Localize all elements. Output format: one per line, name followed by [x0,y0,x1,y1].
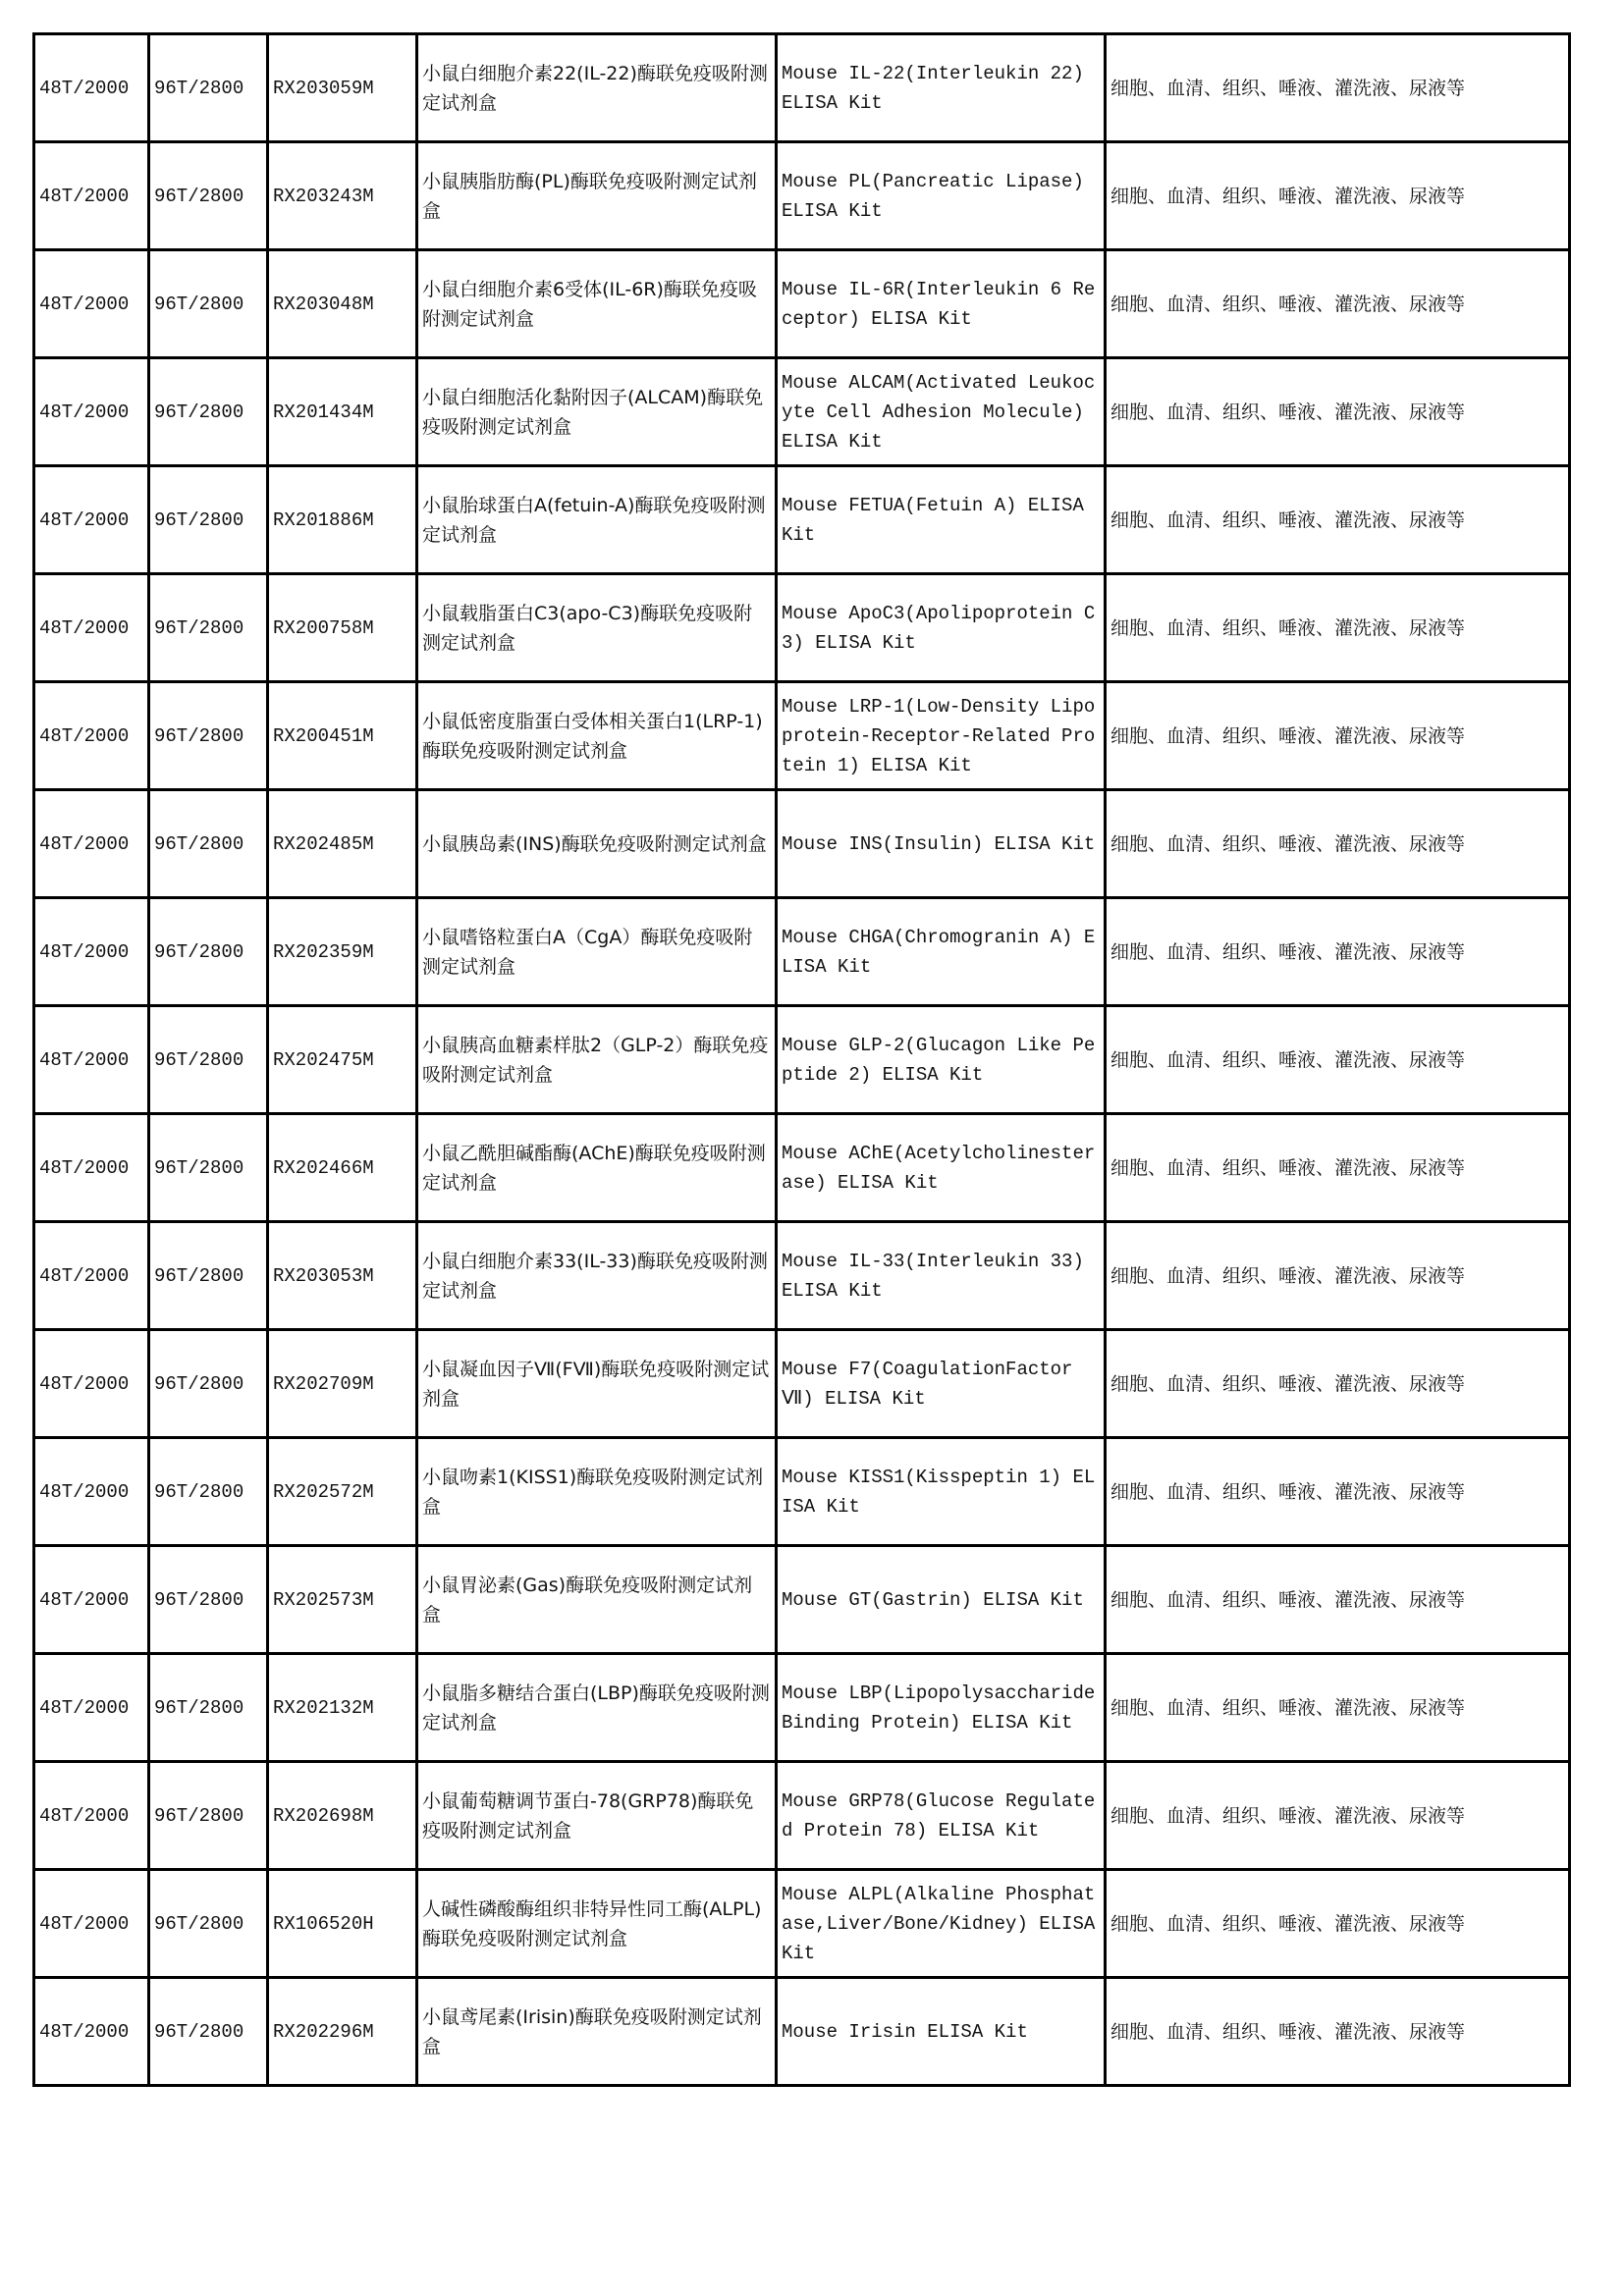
product-name-cn-cell: 小鼠白细胞活化黏附因子(ALCAM)酶联免疫吸附测定试剂盒 [417,358,777,466]
table-row [34,1654,1570,1762]
catalog-number-cell: RX202359M [268,898,417,1006]
catalog-number-cell: RX200758M [268,574,417,682]
price-48t-cell: 48T/2000 [34,1438,149,1546]
price-48t-cell: 48T/2000 [34,1762,149,1870]
catalog-number-cell: RX202709M [268,1330,417,1438]
catalog-number-cell: RX202132M [268,1654,417,1762]
catalog-number-cell: RX202698M [268,1762,417,1870]
product-name-en-cell: Mouse PL(Pancreatic Lipase) ELISA Kit [777,142,1106,250]
table-row [34,790,1570,898]
product-name-cn-cell: 小鼠白细胞介素6受体(IL-6R)酶联免疫吸附测定试剂盒 [417,250,777,358]
product-name-en-cell: Mouse IL-22(Interleukin 22) ELISA Kit [777,34,1106,142]
table-row [34,1222,1570,1330]
sample-types-cell: 细胞、血清、组织、唾液、灌洗液、尿液等 [1106,1546,1570,1654]
product-name-cn-cell: 小鼠吻素1(KISS1)酶联免疫吸附测定试剂盒 [417,1438,777,1546]
price-48t-cell: 48T/2000 [34,1222,149,1330]
product-name-cn-cell: 人碱性磷酸酶组织非特异性同工酶(ALPL)酶联免疫吸附测定试剂盒 [417,1870,777,1978]
sample-types-cell: 细胞、血清、组织、唾液、灌洗液、尿液等 [1106,682,1570,790]
price-48t-cell: 48T/2000 [34,682,149,790]
sample-types-cell: 细胞、血清、组织、唾液、灌洗液、尿液等 [1106,466,1570,574]
product-name-cn-cell: 小鼠胃泌素(Gas)酶联免疫吸附测定试剂盒 [417,1546,777,1654]
product-name-en-cell: Mouse IL-33(Interleukin 33) ELISA Kit [777,1222,1106,1330]
product-name-cn-cell: 小鼠鸢尾素(Irisin)酶联免疫吸附测定试剂盒 [417,1978,777,2086]
sample-types-cell: 细胞、血清、组织、唾液、灌洗液、尿液等 [1106,1762,1570,1870]
price-96t-cell: 96T/2800 [149,898,268,1006]
price-96t-cell: 96T/2800 [149,1006,268,1114]
price-96t-cell: 96T/2800 [149,1222,268,1330]
price-48t-cell: 48T/2000 [34,898,149,1006]
price-96t-cell: 96T/2800 [149,1330,268,1438]
price-96t-cell: 96T/2800 [149,1654,268,1762]
price-96t-cell: 96T/2800 [149,358,268,466]
product-name-cn-cell: 小鼠胰高血糖素样肽2（GLP-2）酶联免疫吸附测定试剂盒 [417,1006,777,1114]
sample-types-cell: 细胞、血清、组织、唾液、灌洗液、尿液等 [1106,574,1570,682]
product-name-cn-cell: 小鼠低密度脂蛋白受体相关蛋白1(LRP-1)酶联免疫吸附测定试剂盒 [417,682,777,790]
product-name-cn-cell: 小鼠胎球蛋白A(fetuin-A)酶联免疫吸附测定试剂盒 [417,466,777,574]
product-name-cn-cell: 小鼠脂多糖结合蛋白(LBP)酶联免疫吸附测定试剂盒 [417,1654,777,1762]
price-48t-cell: 48T/2000 [34,574,149,682]
table-row [34,142,1570,250]
table-row [34,358,1570,466]
product-name-cn-cell: 小鼠凝血因子Ⅶ(FⅦ)酶联免疫吸附测定试剂盒 [417,1330,777,1438]
product-name-cn-cell: 小鼠白细胞介素22(IL-22)酶联免疫吸附测定试剂盒 [417,34,777,142]
price-48t-cell: 48T/2000 [34,1870,149,1978]
product-name-en-cell: Mouse GLP-2(Glucagon Like Peptide 2) ELISA Kit [777,1006,1106,1114]
catalog-number-cell: RX202572M [268,1438,417,1546]
table-row [34,1114,1570,1222]
price-48t-cell: 48T/2000 [34,790,149,898]
catalog-number-cell: RX203243M [268,142,417,250]
product-name-en-cell: Mouse LBP(Lipopolysaccharide Binding Protein) ELISA Kit [777,1654,1106,1762]
product-name-cn-cell: 小鼠胰脂肪酶(PL)酶联免疫吸附测定试剂盒 [417,142,777,250]
table-row [34,1438,1570,1546]
price-48t-cell: 48T/2000 [34,250,149,358]
product-name-en-cell: Mouse FETUA(Fetuin A) ELISA Kit [777,466,1106,574]
price-96t-cell: 96T/2800 [149,574,268,682]
sample-types-cell: 细胞、血清、组织、唾液、灌洗液、尿液等 [1106,1330,1570,1438]
table-row [34,1546,1570,1654]
price-96t-cell: 96T/2800 [149,790,268,898]
table-row [34,1870,1570,1978]
sample-types-cell: 细胞、血清、组织、唾液、灌洗液、尿液等 [1106,1978,1570,2086]
catalog-table-body [34,34,1570,2086]
price-96t-cell: 96T/2800 [149,142,268,250]
product-name-en-cell: Mouse LRP-1(Low-Density Lipoprotein-Receptor-Related Protein 1) ELISA Kit [777,682,1106,790]
product-name-en-cell: Mouse CHGA(Chromogranin A) ELISA Kit [777,898,1106,1006]
price-48t-cell: 48T/2000 [34,34,149,142]
table-row [34,1762,1570,1870]
price-96t-cell: 96T/2800 [149,466,268,574]
product-name-en-cell: Mouse GT(Gastrin) ELISA Kit [777,1546,1106,1654]
sample-types-cell: 细胞、血清、组织、唾液、灌洗液、尿液等 [1106,1222,1570,1330]
price-48t-cell: 48T/2000 [34,1546,149,1654]
sample-types-cell: 细胞、血清、组织、唾液、灌洗液、尿液等 [1106,250,1570,358]
product-catalog-table [32,32,1571,2087]
product-name-en-cell: Mouse INS(Insulin) ELISA Kit [777,790,1106,898]
price-48t-cell: 48T/2000 [34,358,149,466]
table-row [34,574,1570,682]
table-row [34,898,1570,1006]
product-name-cn-cell: 小鼠葡萄糖调节蛋白-78(GRP78)酶联免疫吸附测定试剂盒 [417,1762,777,1870]
table-row [34,682,1570,790]
price-96t-cell: 96T/2800 [149,1978,268,2086]
table-row [34,466,1570,574]
price-96t-cell: 96T/2800 [149,1762,268,1870]
price-48t-cell: 48T/2000 [34,1114,149,1222]
product-name-en-cell: Mouse ApoC3(Apolipoprotein C3) ELISA Kit [777,574,1106,682]
price-48t-cell: 48T/2000 [34,1330,149,1438]
sample-types-cell: 细胞、血清、组织、唾液、灌洗液、尿液等 [1106,142,1570,250]
catalog-number-cell: RX202573M [268,1546,417,1654]
catalog-number-cell: RX201886M [268,466,417,574]
sample-types-cell: 细胞、血清、组织、唾液、灌洗液、尿液等 [1106,898,1570,1006]
table-row [34,34,1570,142]
sample-types-cell: 细胞、血清、组织、唾液、灌洗液、尿液等 [1106,1870,1570,1978]
sample-types-cell: 细胞、血清、组织、唾液、灌洗液、尿液等 [1106,1438,1570,1546]
price-48t-cell: 48T/2000 [34,466,149,574]
catalog-number-cell: RX106520H [268,1870,417,1978]
table-row [34,1006,1570,1114]
price-48t-cell: 48T/2000 [34,1654,149,1762]
product-name-cn-cell: 小鼠乙酰胆碱酯酶(AChE)酶联免疫吸附测定试剂盒 [417,1114,777,1222]
price-96t-cell: 96T/2800 [149,1114,268,1222]
product-name-en-cell: Mouse ALPL(Alkaline Phosphatase,Liver/Bone/Kidney) ELISA Kit [777,1870,1106,1978]
catalog-number-cell: RX202466M [268,1114,417,1222]
sample-types-cell: 细胞、血清、组织、唾液、灌洗液、尿液等 [1106,1654,1570,1762]
sample-types-cell: 细胞、血清、组织、唾液、灌洗液、尿液等 [1106,790,1570,898]
product-name-en-cell: Mouse ALCAM(Activated Leukocyte Cell Adhesion Molecule) ELISA Kit [777,358,1106,466]
product-name-en-cell: Mouse F7(CoagulationFactor Ⅶ) ELISA Kit [777,1330,1106,1438]
price-48t-cell: 48T/2000 [34,142,149,250]
price-48t-cell: 48T/2000 [34,1006,149,1114]
catalog-number-cell: RX202485M [268,790,417,898]
product-name-en-cell: Mouse GRP78(Glucose Regulated Protein 78) ELISA Kit [777,1762,1106,1870]
product-name-en-cell: Mouse KISS1(Kisspeptin 1) ELISA Kit [777,1438,1106,1546]
price-96t-cell: 96T/2800 [149,1870,268,1978]
catalog-number-cell: RX203059M [268,34,417,142]
product-name-en-cell: Mouse AChE(Acetylcholinesterase) ELISA Kit [777,1114,1106,1222]
product-name-en-cell: Mouse Irisin ELISA Kit [777,1978,1106,2086]
sample-types-cell: 细胞、血清、组织、唾液、灌洗液、尿液等 [1106,358,1570,466]
table-row [34,1330,1570,1438]
product-name-cn-cell: 小鼠嗜铬粒蛋白A（CgA）酶联免疫吸附测定试剂盒 [417,898,777,1006]
sample-types-cell: 细胞、血清、组织、唾液、灌洗液、尿液等 [1106,1006,1570,1114]
product-name-cn-cell: 小鼠胰岛素(INS)酶联免疫吸附测定试剂盒 [417,790,777,898]
sample-types-cell: 细胞、血清、组织、唾液、灌洗液、尿液等 [1106,1114,1570,1222]
price-96t-cell: 96T/2800 [149,34,268,142]
sample-types-cell: 细胞、血清、组织、唾液、灌洗液、尿液等 [1106,34,1570,142]
catalog-number-cell: RX202475M [268,1006,417,1114]
product-name-cn-cell: 小鼠载脂蛋白C3(apo-C3)酶联免疫吸附测定试剂盒 [417,574,777,682]
catalog-number-cell: RX202296M [268,1978,417,2086]
product-name-cn-cell: 小鼠白细胞介素33(IL-33)酶联免疫吸附测定试剂盒 [417,1222,777,1330]
price-96t-cell: 96T/2800 [149,250,268,358]
catalog-number-cell: RX203053M [268,1222,417,1330]
catalog-number-cell: RX203048M [268,250,417,358]
price-48t-cell: 48T/2000 [34,1978,149,2086]
product-name-en-cell: Mouse IL-6R(Interleukin 6 Receptor) ELISA Kit [777,250,1106,358]
table-row [34,250,1570,358]
catalog-number-cell: RX200451M [268,682,417,790]
table-row [34,1978,1570,2086]
price-96t-cell: 96T/2800 [149,682,268,790]
price-96t-cell: 96T/2800 [149,1546,268,1654]
catalog-number-cell: RX201434M [268,358,417,466]
price-96t-cell: 96T/2800 [149,1438,268,1546]
